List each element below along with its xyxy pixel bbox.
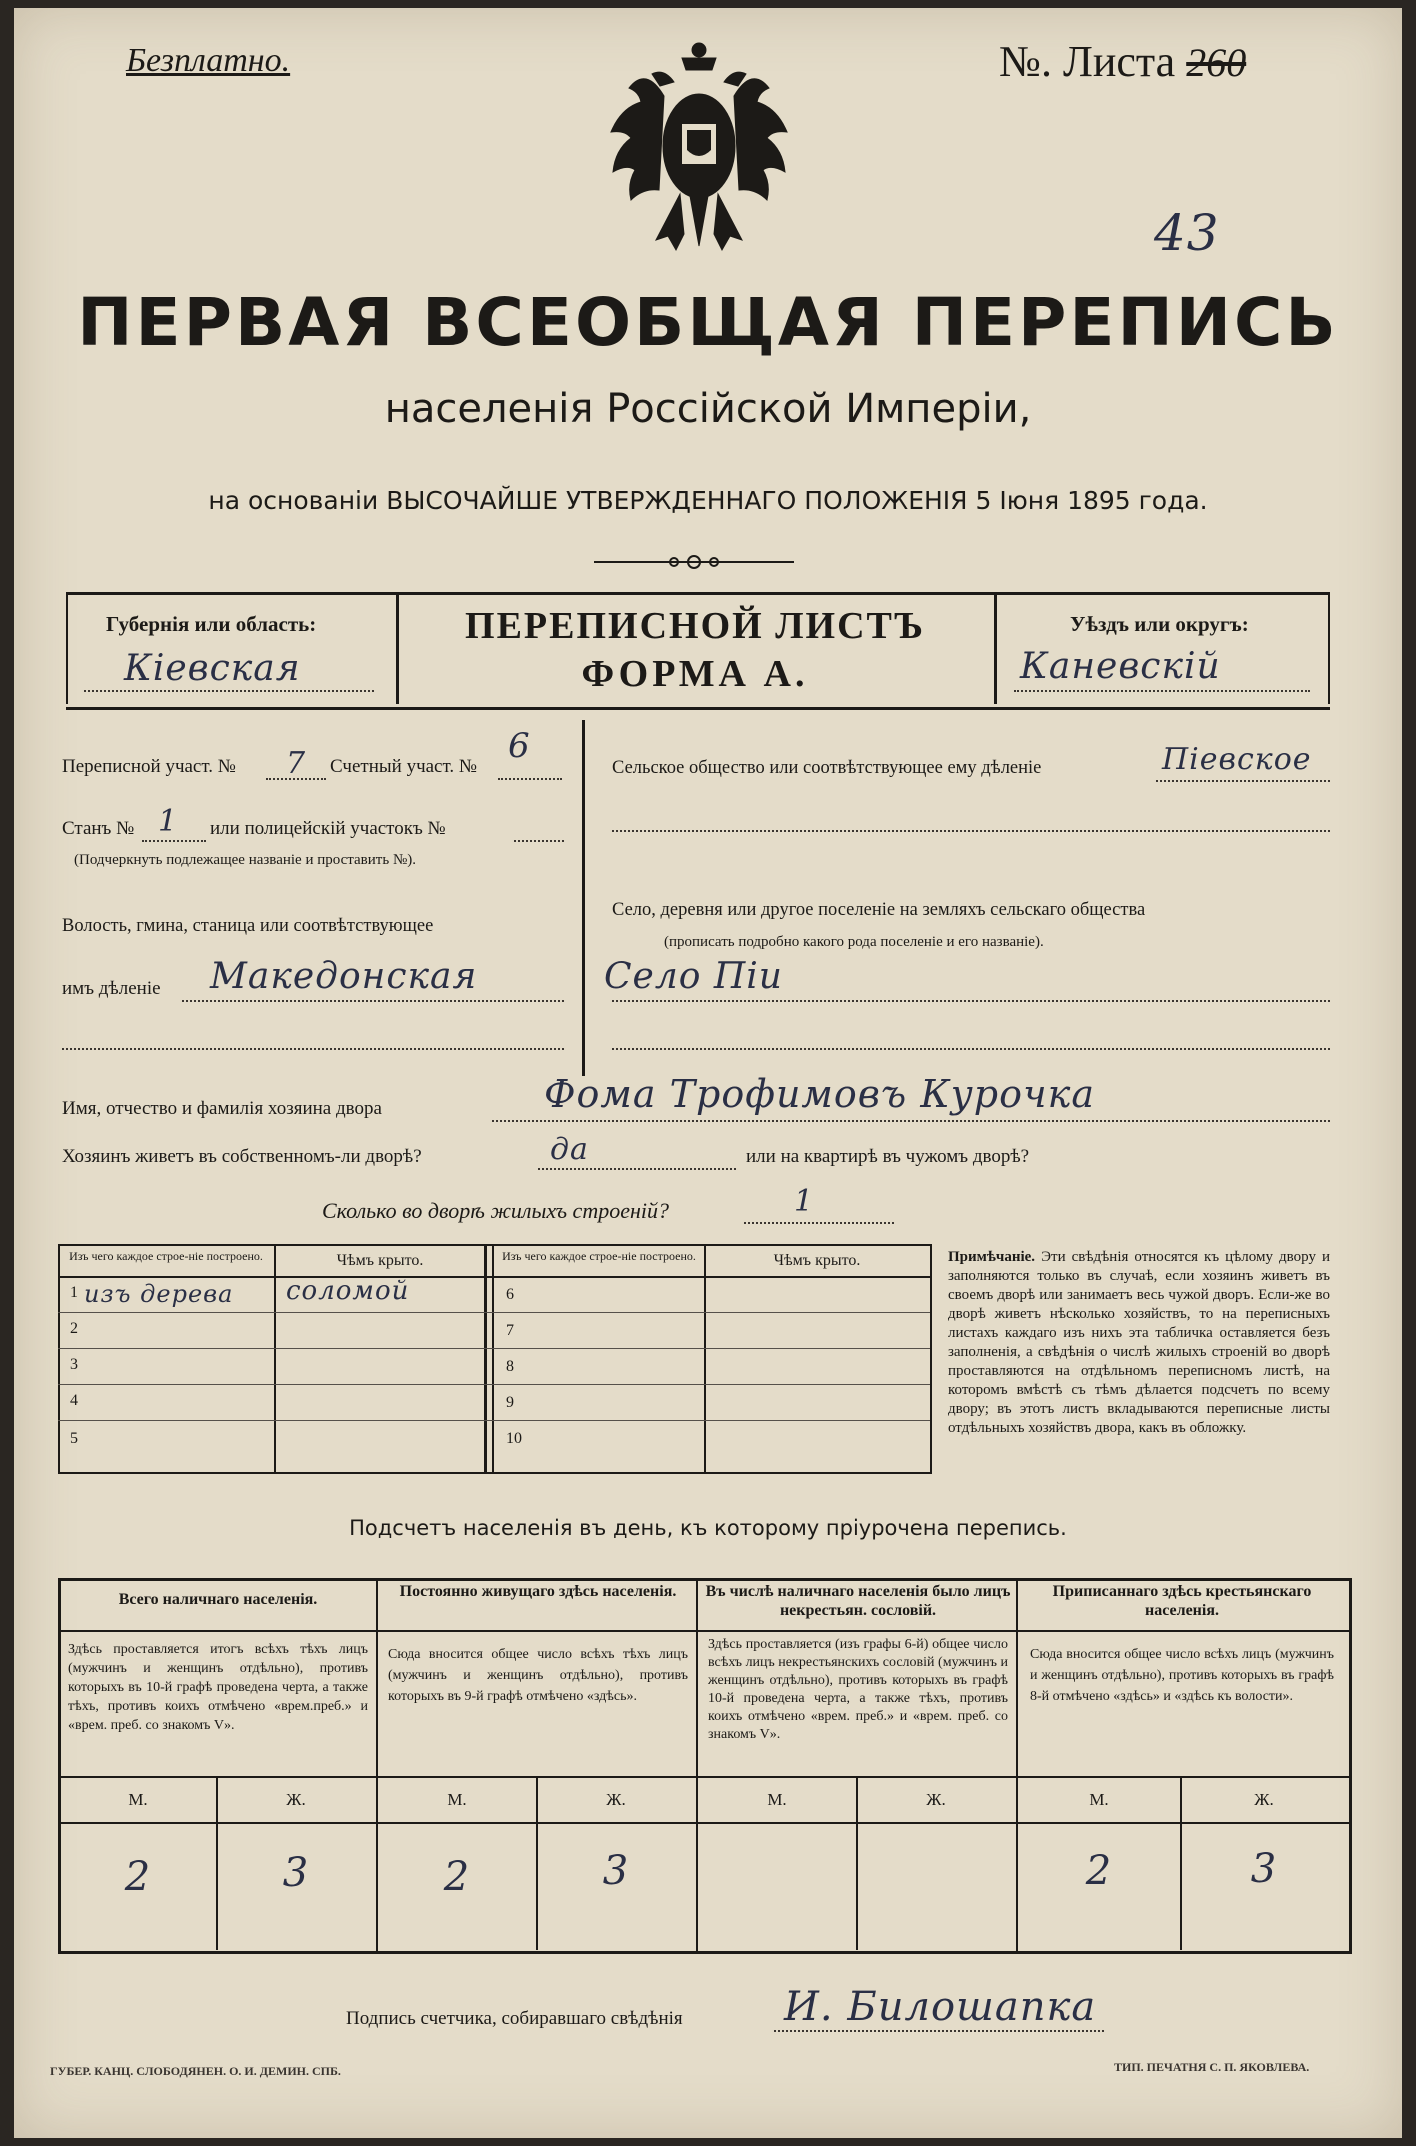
footer-left: ГУБЕР. КАНЦ. СЛОБОДЯНЕН. О. И. ДЕМИН. СПБ. [50, 2064, 341, 2078]
row-num: 9 [506, 1394, 514, 1411]
sheet-title: ПЕРЕПИСНОЙ ЛИСТЪ [465, 605, 925, 647]
row-num: 6 [506, 1286, 514, 1303]
row-num: 3 [70, 1356, 78, 1373]
schet-value: 6 [508, 726, 531, 766]
selo-value: Село Пiи [604, 956, 783, 997]
remark [948, 1248, 1330, 1438]
remark-text: Эти свѣдѣнія относятся къ цѣлому двору и заполняются только въ случаѣ, если хозяинъ живетъ въ своемъ дворѣ или занимаетъ весь чужой дворъ. Если-же во дворѣ живетъ нѣсколько хозяйствъ, то на переписныхъ листахъ каждаго изъ нихъ эта табличка оставляется безъ заполненія, а свѣдѣнія о числѣ жилыхъ строеній во дворѣ проставляются на отдѣльномъ переписномъ листѣ, на которомъ вмѣстѣ съ тѣмъ дѣлается подсчетъ по всему двору; въ этотъ листъ вкладываются переписные листы отдѣльныхъ хозяйствъ двора, какъ въ обложку. [948, 1249, 1331, 1436]
uezd-value: Каневскій [1020, 646, 1221, 687]
uchast-value: 7 [286, 746, 307, 781]
male-label: М. [128, 1790, 148, 1809]
sheet-crossed: 260 [1186, 40, 1247, 85]
count-head: Постоянно живущаго здѣсь населенія. [399, 1583, 677, 1600]
count-female-value: 3 [1250, 1846, 1278, 1892]
row-num: 5 [70, 1430, 78, 1447]
count-desc: Здѣсь проставляется итогъ всѣхъ тѣхъ лицъ (мужчинъ и женщинъ отдѣльно), противъ которыхъ въ 10-й графѣ проведена черта, а также тѣхъ, противъ коихъ отмѣчено «врем.преб.» и «врем. преб. со знакомъ V». [68, 1642, 368, 1733]
count-head: Приписаннаго здѣсь крестьянскаго населенія. [1052, 1583, 1312, 1619]
uchast-label: Переписной участ. № [62, 756, 236, 777]
count-title: Подсчетъ населенія въ день, къ которому пріурочена перепись. [349, 1516, 1067, 1540]
count-desc: Сюда вносится общее число всѣхъ лицъ (мужчинъ и женщинъ отдѣльно), противъ которыхъ въ графѣ 8-й отмѣчено «здѣсь» и «здѣсь къ волости». [1030, 1647, 1334, 1704]
row-num: 10 [506, 1430, 522, 1447]
census-sheet [14, 8, 1402, 2138]
count-desc: Здѣсь проставляется (изъ графы 6-й) общее число всѣхъ лицъ некрестьянскихъ сословій (мужчинъ и женщинъ отдѣльно), противъ которыхъ въ графѣ 10-й проведена черта, а также тѣхъ, противъ коихъ отмѣчено «врем. преб.» и «врем. преб. со знакомъ V». [708, 1637, 1008, 1742]
stan-value: 1 [158, 804, 179, 839]
row-num: 2 [70, 1320, 78, 1337]
count-female-value: 3 [602, 1848, 630, 1894]
owner-name-label: Имя, отчество и фамилія хозяина двора [62, 1098, 382, 1119]
count-table [58, 1578, 1352, 1954]
col-material-right: Изъ чего каждое строе-ніе построено. [502, 1249, 696, 1263]
obshchestvo-label: Сельское общество или соотвѣтствующее ему дѣленіе [612, 758, 1042, 778]
count-desc: Сюда вносится общее число всѣхъ тѣхъ лицъ (мужчинъ и женщинъ отдѣльно), противъ которыхъ въ 9-й графѣ отмѣчено «здѣсь». [388, 1647, 688, 1704]
schet-label: Счетный участ. № [330, 756, 477, 777]
delenie-value: Македонская [210, 956, 478, 997]
col-roof-left: Чѣмъ крыто. [336, 1252, 424, 1269]
selo-label: Село, деревня или другое поселеніе на земляхъ сельскаго общества [612, 900, 1146, 920]
form-name: ФОРМА А. [581, 653, 809, 695]
col-roof-right: Чѣмъ крыто. [773, 1252, 861, 1269]
female-label: Ж. [926, 1790, 946, 1809]
owner-name-value: Фома Трофимовъ Курочка [544, 1072, 1095, 1116]
row-num: 1 [70, 1284, 78, 1301]
free-label: Безплатно. [126, 42, 291, 79]
sheet-number [999, 36, 1246, 87]
delenie-label: имъ дѣленіе [62, 978, 161, 999]
uezd-label: Уѣздъ или округъ: [1070, 612, 1249, 636]
female-label: Ж. [606, 1790, 626, 1809]
signature-label: Подпись счетчика, собиравшаго свѣдѣнія [346, 2008, 683, 2029]
footer-right: ТИП. ПЕЧАТНЯ С. П. ЯКОВЛЕВА. [1114, 2060, 1310, 2074]
ornament-divider-icon [594, 552, 794, 572]
owner-own-label: Хозяинъ живетъ въ собственномъ-ли дворѣ? [62, 1146, 422, 1167]
stan-note: (Подчеркнуть подлежащее названіе и проставить №). [74, 852, 416, 868]
gubernia-label: Губернія или область: [106, 612, 317, 636]
count-head: Въ числѣ наличнаго населенія было лицъ некрестьян. сословій. [705, 1583, 1011, 1619]
stan-label: Станъ № [62, 818, 135, 839]
count-male-value: 2 [124, 1854, 152, 1900]
female-label: Ж. [1254, 1790, 1274, 1809]
gubernia-value: Кіевская [124, 648, 301, 689]
owner-own-value: да [550, 1132, 589, 1167]
double-headed-eagle-icon [594, 36, 804, 256]
sheet-label: №. Листа [999, 37, 1176, 86]
selo-note: (прописать подробно какого рода поселеніе и его названіе). [664, 934, 1044, 950]
col-material-left: Изъ чего каждое строе-ніе построено. [69, 1249, 263, 1263]
count-male-value: 2 [443, 1854, 471, 1900]
male-label: М. [767, 1790, 787, 1809]
male-label: М. [1089, 1790, 1109, 1809]
male-label: М. [447, 1790, 467, 1809]
obshchestvo-value: Пiевское [1162, 742, 1312, 777]
female-label: Ж. [286, 1790, 306, 1809]
count-head: Всего наличнаго населенія. [118, 1591, 318, 1608]
buildings-value: 1 [794, 1184, 815, 1219]
remark-title: Примѣчаніе. [948, 1249, 1036, 1265]
row-num: 8 [506, 1358, 514, 1375]
row-num: 7 [506, 1322, 514, 1339]
row-num: 4 [70, 1392, 78, 1409]
sheet-handwritten-number: 43 [1154, 204, 1220, 262]
basis-line: на основаніи ВЫСОЧАЙШЕ УТВЕРЖДЕННАГО ПОЛОЖЕНІЯ 5 Іюня 1895 года. [208, 486, 1208, 515]
volost-label: Волость, гмина, станица или соотвѣтствующее [62, 916, 434, 936]
buildings-label: Сколько во дворѣ жилыхъ строеній? [322, 1198, 669, 1223]
main-title: ПЕРВАЯ ВСЕОБЩАЯ ПЕРЕПИСЬ [77, 284, 1339, 361]
signature-value: И. Билошапка [784, 1984, 1097, 2030]
row-material: изъ дерева [84, 1280, 234, 1308]
row-roof: соломой [286, 1276, 410, 1306]
count-male-value: 2 [1085, 1848, 1113, 1894]
buildings-table [58, 1244, 932, 1474]
count-female-value: 3 [282, 1850, 310, 1896]
subtitle: населенія Россійской Имперіи, [384, 386, 1032, 432]
owner-rent-label: или на квартирѣ въ чужомъ дворѣ? [746, 1146, 1030, 1167]
police-label: или полицейскій участокъ № [210, 818, 446, 839]
